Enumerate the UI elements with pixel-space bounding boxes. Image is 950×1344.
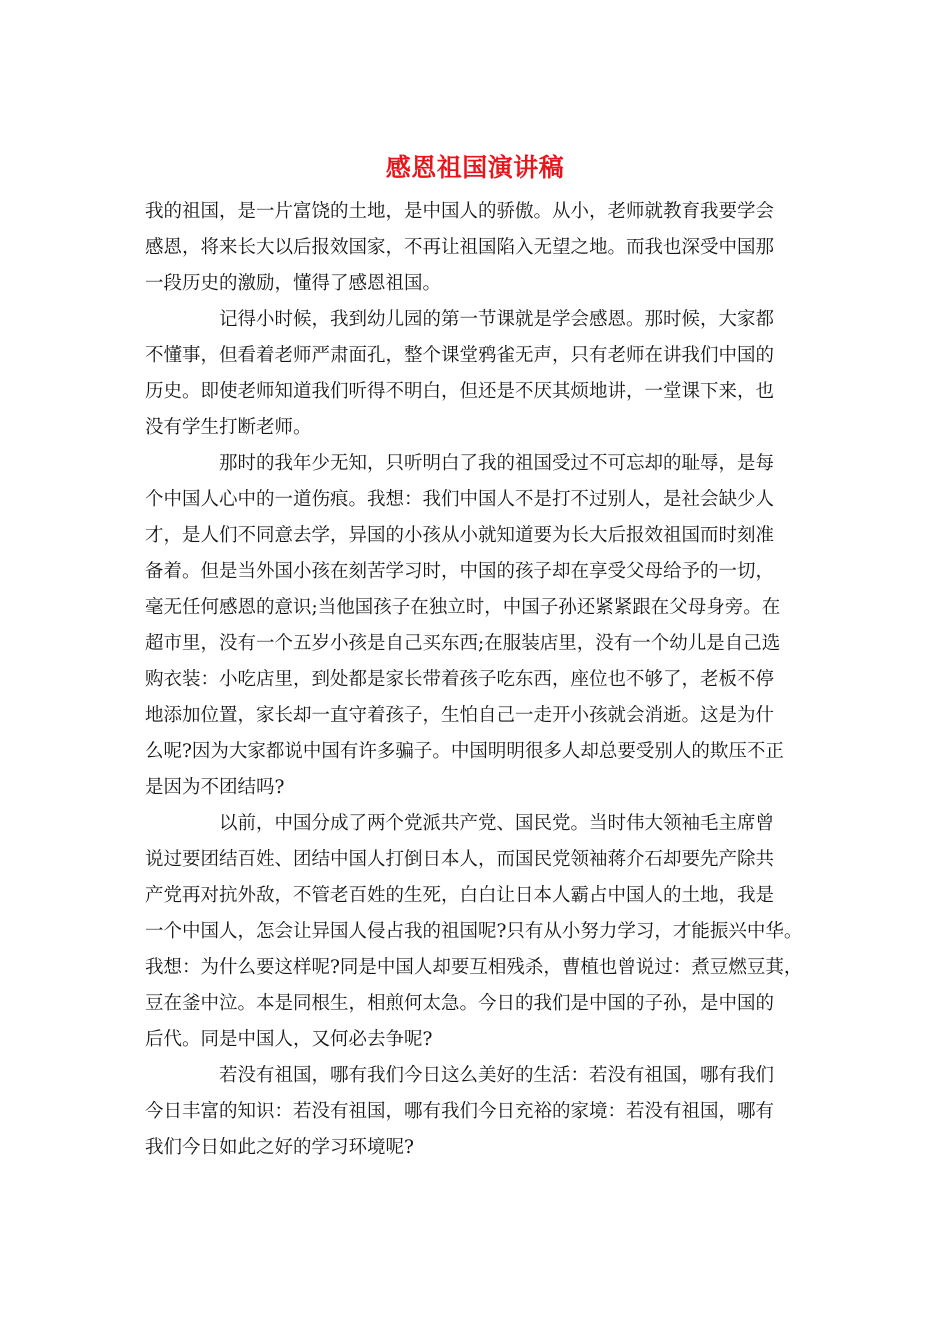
body-line: 一个中国人，怎会让异国人侵占我的祖国呢?只有从小努力学习，才能振兴中华。: [145, 921, 803, 942]
body-line: 购衣装：小吃店里，到处都是家长带着孩子吃东西，座位也不够了，老板不停: [145, 669, 775, 690]
body-line: 超市里，没有一个五岁小孩是自己买东西;在服装店里，没有一个幼儿是自己选: [145, 633, 781, 654]
body-line: 我们今日如此之好的学习环境呢?: [145, 1137, 414, 1158]
body-line: 是因为不团结吗?: [145, 777, 285, 798]
body-line: 毫无任何感恩的意识;当他国孩子在独立时，中国子孙还紧紧跟在父母身旁。在: [145, 597, 781, 618]
body-line: 我想：为什么要这样呢?同是中国人却要互相残杀，曹植也曾说过：煮豆燃豆萁，: [145, 957, 803, 978]
paragraph-first-line: 若没有祖国，哪有我们今日这么美好的生活：若没有祖国，哪有我们: [219, 1065, 775, 1086]
body-line: 备着。但是当外国小孩在刻苦学习时，中国的孩子却在享受父母给予的一切，: [145, 561, 775, 582]
body-line: 个中国人心中的一道伤痕。我想：我们中国人不是打不过别人，是社会缺少人: [145, 489, 775, 510]
body-line: 说过要团结百姓、团结中国人打倒日本人，而国民党领袖蒋介石却要先产除共: [145, 849, 775, 870]
body-line: 么呢?因为大家都说中国有许多骗子。中国明明很多人却总要受别人的欺压不正: [145, 741, 784, 762]
body-line: 产党再对抗外敌，不管老百姓的生死，白白让日本人霸占中国人的土地，我是: [145, 885, 775, 906]
body-line: 豆在釜中泣。本是同根生，相煎何太急。今日的我们是中国的子孙，是中国的: [145, 993, 775, 1014]
body-line: 没有学生打断老师。: [145, 417, 312, 438]
body-line: 感恩，将来长大以后报效国家，不再让祖国陷入无望之地。而我也深受中国那: [145, 237, 775, 258]
body-line: 地添加位置，家长却一直守着孩子，生怕自己一走开小孩就会消逝。这是为什: [145, 705, 775, 726]
body-line: 历史。即使老师知道我们听得不明白，但还是不厌其烦地讲，一堂课下来，也: [145, 381, 775, 402]
body-line: 不懂事，但看着老师严肃面孔，整个课堂鸦雀无声，只有老师在讲我们中国的: [145, 345, 775, 366]
body-line: 一段历史的激励，懂得了感恩祖国。: [145, 273, 442, 294]
document-title: 感恩祖国演讲稿: [385, 153, 565, 182]
body-line: 我的祖国，是一片富饶的土地，是中国人的骄傲。从小，老师就教育我要学会: [145, 201, 775, 222]
paragraph-first-line: 以前，中国分成了两个党派共产党、国民党。当时伟大领袖毛主席曾: [219, 813, 775, 834]
paragraph-first-line: 那时的我年少无知，只听明白了我的祖国受过不可忘却的耻辱，是每: [219, 453, 775, 474]
paragraph-first-line: 记得小时候，我到幼儿园的第一节课就是学会感恩。那时候，大家都: [219, 309, 775, 330]
body-line: 才，是人们不同意去学，异国的小孩从小就知道要为长大后报效祖国而时刻准: [145, 525, 775, 546]
body-line: 后代。同是中国人，又何必去争呢?: [145, 1029, 433, 1050]
body-line: 今日丰富的知识：若没有祖国，哪有我们今日充裕的家境：若没有祖国，哪有: [145, 1101, 775, 1122]
